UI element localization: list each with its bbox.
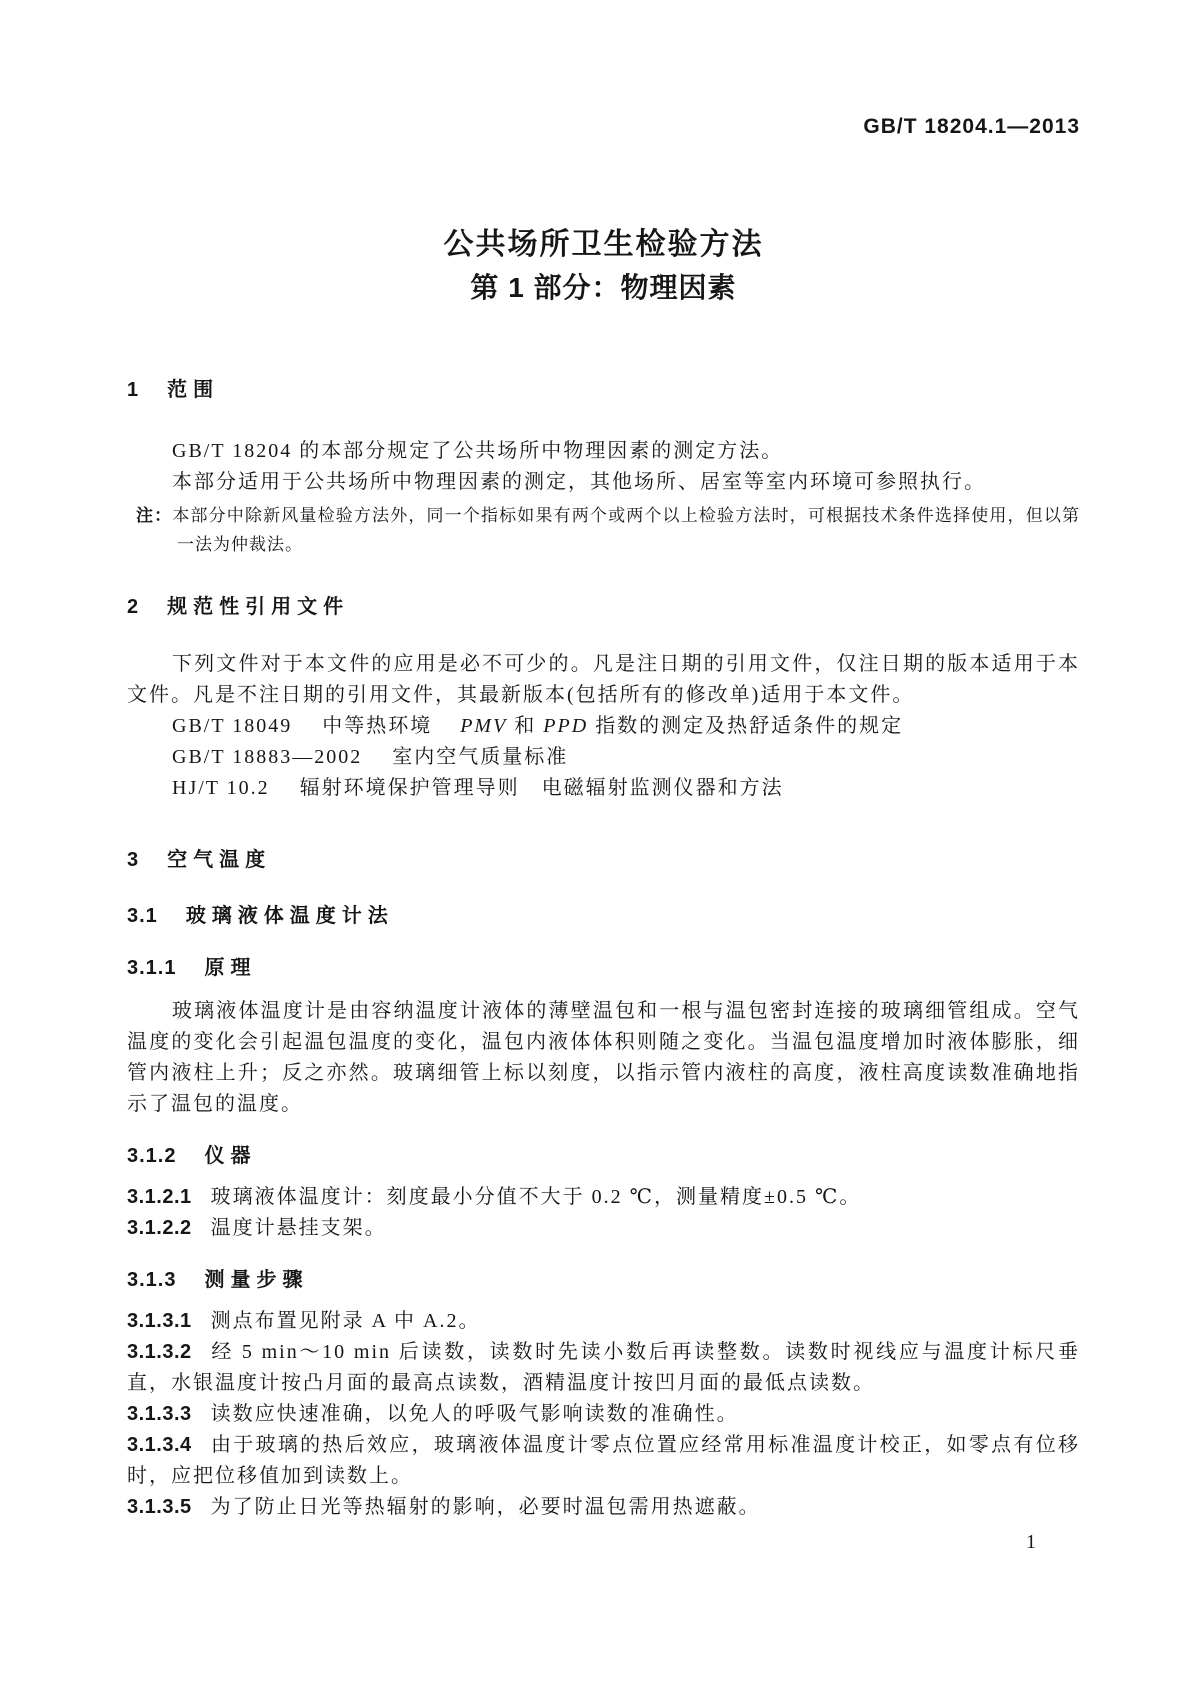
reference-italic-ppd: PPD	[543, 715, 589, 737]
scope-paragraph-1: GB/T 18204 的本部分规定了公共场所中物理因素的测定方法。	[172, 440, 784, 462]
reference-code: GB/T 18883—2002	[172, 746, 363, 768]
clause-text: 读数应快速准确，以免人的呼吸气影响读数的准确性。	[210, 1403, 739, 1425]
reference-italic-pmv: PMV	[460, 715, 508, 737]
section-3-title: 空气温度	[167, 849, 272, 871]
clause-3-1-3-3	[127, 1399, 1080, 1430]
clause-number: 3.1.3.2	[127, 1341, 192, 1363]
clause-number: 3.1.3.5	[127, 1496, 192, 1518]
section-3-1-1-number: 3.1.1	[127, 957, 177, 979]
standard-code: GB/T 18204.1—2013	[863, 115, 1080, 138]
section-3-1-1-heading	[127, 954, 1080, 982]
section-2-heading	[127, 593, 1080, 621]
section-3-1-2-heading	[127, 1142, 1080, 1170]
note-text: 本部分中除新风量检验方法外，同一个指标如果有两个或两个以上检验方法时，可根据技术条件选择使用，但以第一法为仲裁法。	[172, 506, 1081, 554]
reference-title: 辐射环境保护管理导则 电磁辐射监测仪器和方法	[299, 777, 784, 799]
clause-3-1-3-2	[127, 1337, 1080, 1399]
reference-code: GB/T 18049	[172, 715, 293, 737]
principle-paragraph: 玻璃液体温度计是由容纳温度计液体的薄壁温包和一根与温包密封连接的玻璃细管组成。空气温度的变化会引起温包温度的变化，温包内液体体积则随之变化。当温包温度增加时液体膨胀，细管内液柱上升；反之亦然。玻璃细管上标以刻度，以指示管内液柱的高度，液柱高度读数准确地指示了温包的温度。	[127, 1000, 1080, 1115]
section-3-1-3-title: 测量步骤	[204, 1269, 309, 1291]
clause-number: 3.1.3.4	[127, 1434, 192, 1456]
clause-number: 3.1.2.1	[127, 1186, 192, 1208]
clause-text: 经 5 min～10 min 后读数，读数时先读小数后再读整数。读数时视线应与温度计标尺垂直，水银温度计按凸月面的最高点读数，酒精温度计按凹月面的最低点读数。	[127, 1341, 1080, 1394]
clause-number: 3.1.3.1	[127, 1310, 192, 1332]
clause-text: 为了防止日光等热辐射的影响，必要时温包需用热遮蔽。	[210, 1496, 761, 1518]
clause-number: 3.1.3.3	[127, 1403, 192, 1425]
reference-title-part: 中等热环境	[322, 715, 433, 737]
section-1-number: 1	[127, 379, 140, 401]
section-3-heading	[127, 846, 1080, 874]
clause-text: 测点布置见附录 A 中 A.2。	[210, 1310, 481, 1332]
reference-title: 室内空气质量标准	[392, 746, 569, 768]
section-3-1-2-title: 仪器	[204, 1145, 257, 1167]
clause-number: 3.1.2.2	[127, 1217, 192, 1239]
clause-3-1-3-5	[127, 1492, 1080, 1523]
section-3-number: 3	[127, 849, 140, 871]
clause-text: 温度计悬挂支架。	[210, 1217, 387, 1239]
reference-item-2	[127, 742, 1080, 773]
clause-text: 玻璃液体温度计：刻度最小分值不大于 0.2 ℃，测量精度±0.5 ℃。	[210, 1186, 862, 1208]
clause-3-1-2-1	[127, 1182, 1080, 1213]
reference-code: HJ/T 10.2	[172, 777, 270, 799]
section-3-1-1-title: 原理	[204, 957, 257, 979]
section-2-title: 规范性引用文件	[167, 596, 350, 618]
section-2-number: 2	[127, 596, 140, 618]
scope-note	[136, 501, 1080, 559]
note-label: 注：	[136, 506, 173, 525]
clause-3-1-2-2	[127, 1213, 1080, 1244]
section-1-title: 范围	[167, 379, 220, 401]
references-intro-paragraph: 下列文件对于本文件的应用是必不可少的。凡是注日期的引用文件，仅注日期的版本适用于本文件。凡是不注日期的引用文件，其最新版本(包括所有的修改单)适用于本文件。	[127, 653, 1080, 706]
clause-3-1-3-4	[127, 1430, 1080, 1492]
page-number: 1	[1026, 1531, 1036, 1553]
section-3-1-3-heading	[127, 1266, 1080, 1294]
section-3-1-title: 玻璃液体温度计法	[185, 905, 394, 927]
reference-title-part: 和	[514, 715, 537, 737]
section-3-1-number: 3.1	[127, 905, 158, 927]
clause-text: 由于玻璃的热后效应，玻璃液体温度计零点位置应经常用标准温度计校正，如零点有位移时，应把位移值加到读数上。	[127, 1434, 1080, 1487]
section-3-1-3-number: 3.1.3	[127, 1269, 177, 1291]
section-3-1-2-number: 3.1.2	[127, 1145, 177, 1167]
reference-item-1	[127, 711, 1080, 742]
document-subtitle: 第 1 部分：物理因素	[470, 272, 737, 303]
document-title: 公共场所卫生检验方法	[443, 228, 764, 261]
clause-3-1-3-1	[127, 1306, 1080, 1337]
reference-title-part: 指数的测定及热舒适条件的规定	[595, 715, 904, 737]
reference-item-3	[127, 773, 1080, 804]
section-1-heading	[127, 376, 1080, 404]
scope-paragraph-2: 本部分适用于公共场所中物理因素的测定，其他场所、居室等室内环境可参照执行。	[172, 471, 986, 493]
section-3-1-heading	[127, 902, 1080, 930]
